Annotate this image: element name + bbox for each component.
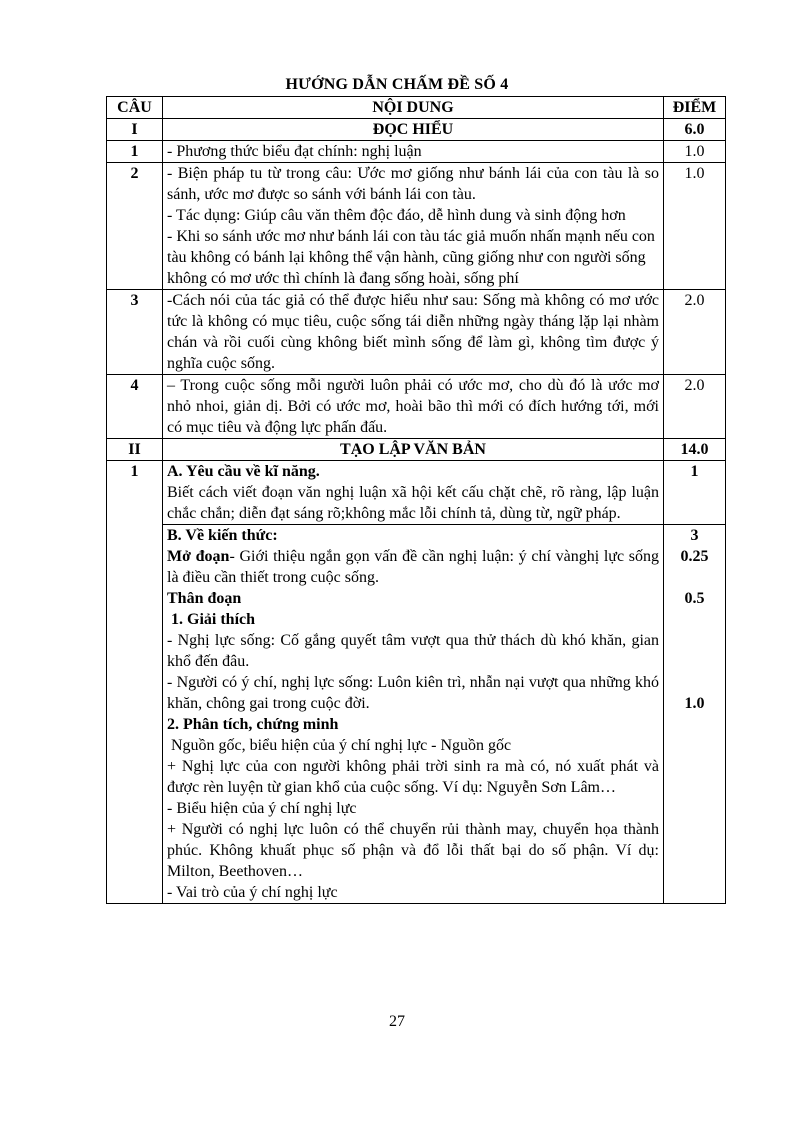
section-title: ĐỌC HIỂU [163, 119, 664, 141]
mo-doan-score: 0.25 [680, 548, 709, 565]
answer-line: - Vai trò của ý chí nghị lực [167, 884, 338, 901]
spacer [668, 672, 721, 693]
part-b-score: 3 [690, 527, 699, 544]
answer-content [163, 290, 664, 375]
question-score: 2.0 [664, 375, 726, 439]
header-cau: CÂU [107, 97, 163, 119]
table-header-row [107, 97, 726, 119]
section-number: II [107, 439, 163, 461]
section-row-tao-lap [107, 439, 726, 461]
answer-line: - Khi so sánh ước mơ như bánh lái con tàu tác giả muốn nhấn mạnh nếu con tàu không có bánh lại không thể vận hành, cũng giống như con người sống không có mơ ước thì chính là đang sống hoài, sống phí [167, 228, 655, 287]
table-row [107, 290, 726, 375]
spacer [668, 630, 721, 651]
answer-content [163, 375, 664, 439]
answer-content [163, 461, 664, 525]
section-score: 6.0 [664, 119, 726, 141]
table-row [107, 163, 726, 290]
section-row-doc-hieu [107, 119, 726, 141]
section-title: TẠO LẬP VĂN BẢN [163, 439, 664, 461]
answer-line: - Biểu hiện của ý chí nghị lực [167, 800, 357, 817]
answer-line: – Trong cuộc sống mỗi người luôn phải có ước mơ, cho dù đó là ước mơ nhỏ nhoi, giản dị. Bởi có ước mơ, hoài bão thì mới có đích hướng tới, mới có mục tiêu và động lực phấn đấu. [167, 377, 659, 436]
part-a-heading: A. Yêu cầu về kĩ năng. [167, 463, 320, 480]
question-score [664, 525, 726, 904]
giai-thich-score: 0.5 [684, 590, 705, 607]
question-number: 1 [107, 141, 163, 163]
mo-doan [167, 546, 659, 588]
page-number: 27 [389, 1013, 405, 1030]
table-row [107, 375, 726, 439]
section-number: I [107, 119, 163, 141]
answer-line: - Người có ý chí, nghị lực sống: Luôn kiên trì, nhẫn nại vượt qua những khó khăn, chông gai trong cuộc đời. [167, 674, 659, 712]
question-number: 4 [107, 375, 163, 439]
header-diem: ĐIỂM [664, 97, 726, 119]
answer-content [163, 163, 664, 290]
table-row [107, 141, 726, 163]
table-row [107, 525, 726, 904]
phan-tich-score: 1.0 [684, 695, 705, 712]
section-score: 14.0 [664, 439, 726, 461]
question-number: 1 [107, 461, 163, 904]
spacer [668, 567, 721, 588]
spacer [668, 651, 721, 672]
answer-line: + Người có nghị lực luôn có thể chuyển rủi thành may, chuyển họa thành phúc. Không khuất phục số phận và đổ lỗi thất bại do số phận. Ví dụ: Milton, Beethoven… [167, 821, 659, 880]
answer-line: - Phương thức biểu đạt chính: nghị luận [167, 143, 422, 160]
part-a-score: 1 [690, 463, 699, 480]
part-a-text: Biết cách viết đoạn văn nghị luận xã hội kết cấu chặt chẽ, rõ ràng, lập luận chắc chắn; diễn đạt sáng rõ;không mắc lỗi chính tả, dùng từ, ngữ pháp. [167, 484, 659, 522]
spacer [668, 609, 721, 630]
answer-line: - Tác dụng: Giúp câu văn thêm độc đáo, dễ hình dung và sinh động hơn [167, 207, 626, 224]
answer-line: -Cách nói của tác giả có thể được hiểu như sau: Sống mà không có mơ ước tức là không có mục tiêu, cuộc sống tái diễn những ngày tháng lặp lại nhàm chán và rồi cuối cùng không biết mình sống để làm gì, không tìm được ý nghĩa cuộc sống. [167, 292, 659, 372]
answer-line: - Biện pháp tu từ trong câu: Ước mơ giống như bánh lái của con tàu là so sánh, ước mơ được so sánh với bánh lái con tàu. [167, 165, 659, 203]
header-noi-dung: NỘI DUNG [163, 97, 664, 119]
question-score: 1.0 [664, 163, 726, 290]
giai-thich-heading: 1. Giải thích [167, 611, 256, 628]
question-score [664, 461, 726, 525]
phan-tich-heading: 2. Phân tích, chứng minh [167, 716, 339, 733]
question-number: 3 [107, 290, 163, 375]
question-score: 1.0 [664, 141, 726, 163]
answer-content [163, 525, 664, 904]
answer-content [163, 141, 664, 163]
grading-table [106, 96, 726, 904]
answer-line: - Nghị lực sống: Cố gắng quyết tâm vượt qua thử thách dù khó khăn, gian khổ đến đâu. [167, 632, 659, 670]
than-doan-heading: Thân đoạn [167, 590, 242, 607]
question-score: 2.0 [664, 290, 726, 375]
table-row [107, 461, 726, 525]
answer-line: + Nghị lực của con người không phải trời sinh ra mà có, nó xuất phát và được rèn luyện từ gian khổ của cuộc sống. Ví dụ: Nguyễn Sơn Lâm… [167, 758, 659, 796]
question-number: 2 [107, 163, 163, 290]
mo-doan-label: Mở đoạn [167, 548, 230, 565]
part-b-heading: B. Về kiến thức: [167, 527, 278, 544]
mo-doan-text: - Giới thiệu ngắn gọn vấn đề cần nghị luận: ý chí vànghị lực sống là điều cần thiết trong cuộc sống. [167, 548, 659, 586]
page-title: HƯỚNG DẪN CHẤM ĐỀ SỐ 4 [285, 76, 509, 93]
answer-line: Nguồn gốc, biểu hiện của ý chí nghị lực - Nguồn gốc [167, 737, 512, 754]
